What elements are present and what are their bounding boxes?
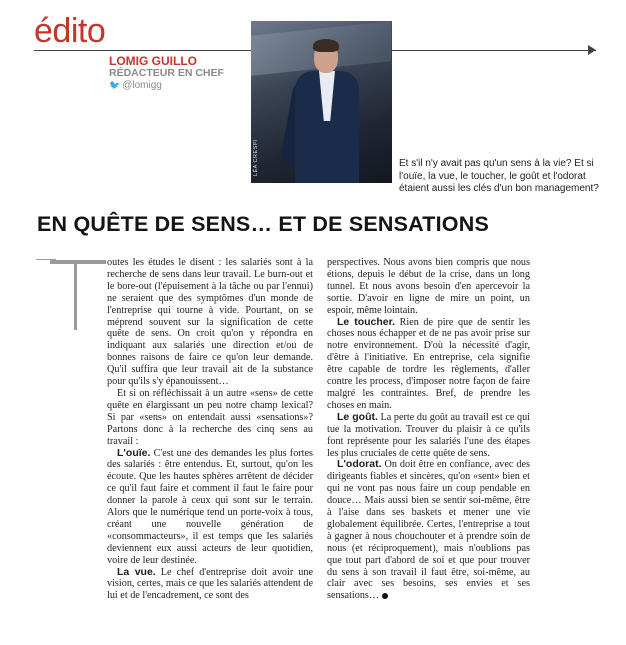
author-role: RÉDACTEUR EN CHEF — [109, 67, 224, 79]
author-photo — [251, 21, 392, 183]
paragraph-odorat — [327, 459, 530, 602]
photo-caption: Et s'il n'y avait pas qu'un sens à la vie? Et si l'ouïe, la vue, le toucher, le goût et l'odorat étaient aussi les clés d'un bon management? — [399, 158, 599, 194]
lead-in-toucher: Le toucher. — [337, 315, 396, 328]
drop-cap-crossbar — [50, 260, 106, 264]
article-column-1 — [107, 257, 313, 602]
photo-hair — [313, 39, 339, 52]
lead-in-ouie: L'ouïe. — [117, 446, 151, 459]
twitter-handle: @lomigg — [122, 80, 162, 91]
author-name: LOMIG GUILLO — [109, 54, 197, 68]
twitter-bird-icon: 🐦 — [109, 80, 121, 90]
section-title: édito — [34, 12, 106, 50]
drop-cap-t — [50, 250, 106, 330]
paragraph-ouie — [107, 448, 313, 567]
paragraph-toucher — [327, 317, 530, 412]
text-vue: Le chef d'entreprise doit avoir une vision, certes, mais ce que les salariés attendent de lui et de l'encadrement, ce sont des — [107, 566, 314, 602]
drop-cap-stem — [74, 260, 77, 330]
text-ouie: C'est une des demandes les plus fortes des salariés : être entendus. Et, surtout, qu'on les écoute. Que les hautes sphères arrêtent de décider ce qu'il faut faire et comment il faut le faire pour donner la parole à ceux qui sont sur le terrain. Alors que le numérique tend un porte-voix à tous, créant une nouvelle génération de «consommacteurs», il est temps que les salariés deviennent eux aussi acteurs de leur quotidien, voire de leur destinée. — [107, 447, 313, 566]
text-gout: La perte du goût au travail est ce qui tue la motivation. Trouver du plaisir à ce qu'ils font représente pour les salariés l'une des étapes les plus cruciales de cette quête de sens. — [327, 411, 531, 459]
paragraph-sens: Et si on réfléchissait à un autre «sens» de cette quête en élargissant un peu notre champ lexical? Si par «sens» on entendait aussi «sensations»? Partons donc à la recherche des cinq sens au travail : — [107, 387, 313, 447]
paragraph-intro: outes les études le disent : les salariés sont à la recherche de sens dans leur travail. Le burn-out et le bore-out (l'épuisement à la tâche ou par l'ennui) ne seraient que des symptômes d'un monde de l'entreprise qui tourne à vide. Pourtant, on se méprend souvent sur la signification de cette quête de sens. On croit qu'on y répondra en indiquant aux salariés une direction et/ou de bonnes raisons de faire ce qu'on leur demande. Qu'il suffira que leur travail ait de la substance pour qu'ils s'y épanouissent… — [107, 257, 313, 388]
lead-in-vue: La vue. — [117, 565, 156, 578]
article-headline: EN QUÊTE DE SENS… ET DE SENSATIONS — [37, 212, 490, 236]
paragraph-gout — [327, 412, 530, 460]
author-twitter[interactable] — [109, 80, 162, 91]
text-odorat: On doit être en confiance, avec des dirigeants fiables et sincères, qu'on «sent» bien et qui ne vont pas nous faire un coup pendable en douce… Mais aussi bien se sentir soi-même, être à l'aise dans ses baskets et mener une vie globalement équilibrée. Certes, l'entreprise a tout à gagner à nous chouchouter et à prendre soin de nous (et réciproquement), mais n'oublions pas que tout part d'abord de soi et que pour trouver du sens à son travail il faut être, soi-même, au clair avec ses besoins, ses envies et ses sensations… — [327, 459, 530, 602]
lead-in-odorat: L'odorat. — [337, 458, 382, 471]
text-toucher: Rien de pire que de sentir les choses nous échapper et de ne pas avoir prise sur notre environnement. D'où la nécessité d'agir, d'être à l'initiative. En entreprise, cela signifie être capable de tordre les règlements, d'aller contre les process, d'imposer notre façon de faire malgré les contraintes. Bref, de prendre les choses en main. — [327, 316, 530, 411]
lead-in-gout: Le goût. — [337, 410, 378, 423]
article-column-2 — [327, 257, 530, 602]
paragraph-vue — [107, 567, 313, 603]
arrow-right-icon — [588, 45, 596, 55]
end-of-article-dot-icon — [382, 593, 388, 599]
paragraph-perspectives: perspectives. Nous avons bien compris que nous étions, depuis le début de la crise, dans un long tunnel. Et nous avons besoin d'en apercevoir la sortie. D'avoir en ligne de mire un point, un espoir, même lointain. — [327, 257, 530, 316]
photo-credit: LÉA CRESPI — [253, 139, 259, 177]
